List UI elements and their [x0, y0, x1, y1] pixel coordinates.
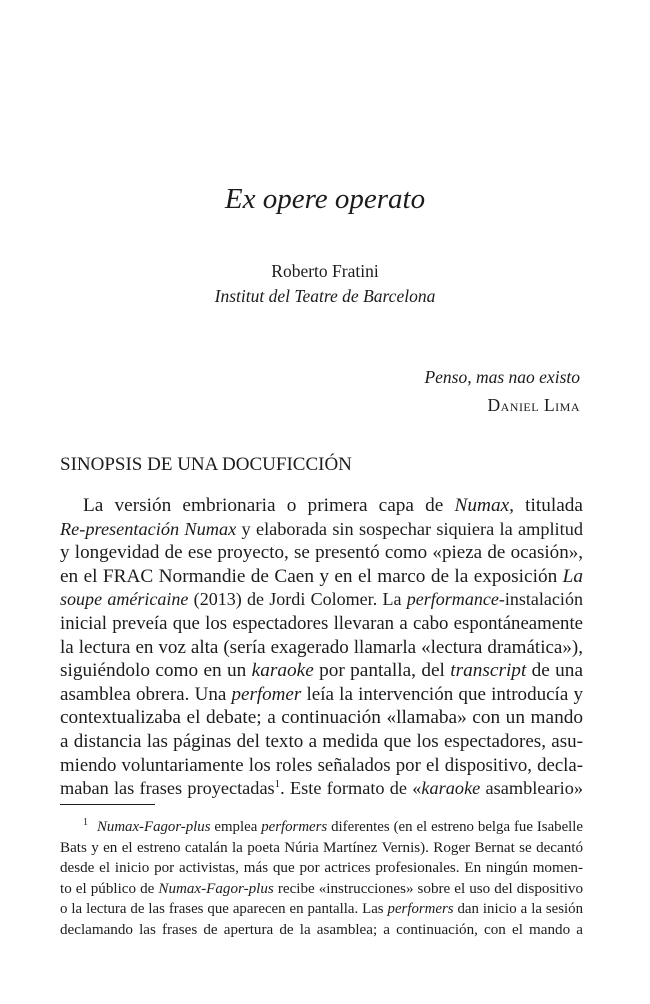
body-line: contextualizaba el debate; a continuación «llamaba» con un mando — [60, 707, 583, 729]
epigraph-author: Daniel Lima — [487, 395, 580, 415]
body-line: Re-presentación Numax y elaborada sin sospechar siquiera la amplitud — [60, 518, 583, 539]
body-line: miendo voluntariamente los roles señalados por el dispositivo, decla- — [60, 754, 583, 776]
body-line: la lectura en voz alta (sería exagerado llamarla «lectura dramática»), — [60, 636, 583, 658]
section-heading: SINOPSIS DE UNA DOCUFICCIÓN — [60, 454, 352, 475]
author-name: Roberto Fratini — [271, 261, 379, 281]
footnote-divider — [60, 804, 155, 805]
footnote-line: declamando las frases de apertura de la asamblea; a continuación, con el mando a — [60, 921, 583, 938]
footnote-line: to el público de Numax-Fagor-plus recibe «instrucciones» sobre el uso del dispositivo — [60, 880, 583, 897]
footnote — [60, 817, 583, 940]
epigraph-quote: Penso, mas nao existo — [424, 367, 580, 387]
body-line: en el FRAC Normandie de Caen y en el marco de la exposición La — [60, 565, 583, 587]
body-line: a distancia las páginas del texto a medida que los espectadores, asu- — [60, 730, 583, 752]
body-paragraph — [60, 494, 583, 801]
body-line: inicial preveía que los espectadores llevaran a cabo espontáneamente — [60, 612, 583, 634]
body-line: asamblea obrera. Una perfomer leía la intervención que introducía y — [60, 683, 583, 705]
footnote-line: desde el inicio por activistas, más que por actrices profesionales. En ningún momen- — [60, 860, 583, 876]
body-line: soupe américaine (2013) de Jordi Colomer. La performance-instalación — [60, 589, 583, 610]
body-line: siguiéndolo como en un karaoke por pantalla, del transcript de una — [60, 660, 583, 682]
body-line: maban las frases proyectadas$^1$. Este formato de «karaoke asambleario» — [60, 778, 583, 799]
footnote-line: $^1$ Numax-Fagor-plus emplea performers diferentes (en el estreno belga fue Isabelle — [83, 817, 583, 835]
author-affiliation: Institut del Teatre de Barcelona — [214, 286, 436, 306]
footnote-line: o la lectura de las frases que aparecen en pantalla. Las performers dan inicio a la sesión — [60, 901, 583, 917]
body-line: y longevidad de ese proyecto, se presentó como «pieza de ocasión», — [60, 542, 583, 564]
footnote-line: Bats y en el estreno catalán la poeta Núria Martínez Vernis). Roger Bernat se decantó — [60, 839, 583, 856]
footnote-number: 1 — [83, 817, 88, 829]
page-title: Ex opere operato — [224, 183, 426, 215]
body-line: La versión embrionaria o primera capa de Numax, titulada — [83, 495, 583, 516]
footnote-reference[interactable]: 1 — [274, 778, 281, 791]
